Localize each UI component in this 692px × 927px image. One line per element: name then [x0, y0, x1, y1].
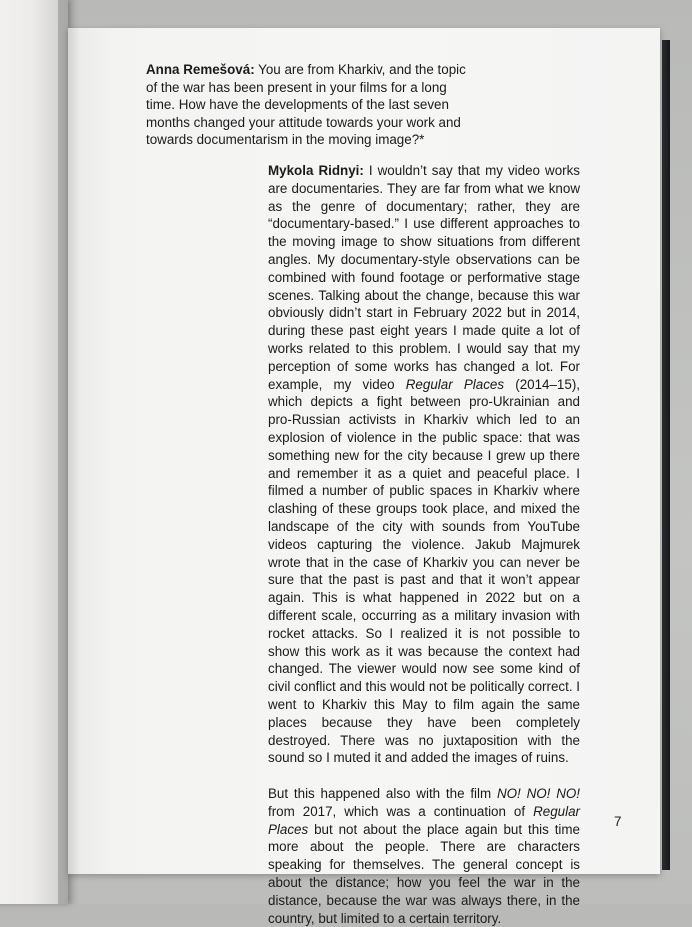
answer-text-2b: from 2017, which was a continuation of [268, 803, 534, 819]
work-title-no-no-no: NO! NO! NO! [496, 786, 580, 802]
interview-question [146, 61, 476, 149]
work-title-regular-places: Regular Places [405, 376, 505, 392]
question-text: You are from Kharkiv, and the topic of the war has been present in your films for a long time. How have the developments of the last seven months changed your attitude towards your work and towards documentarism in the moving image?* [146, 62, 466, 148]
answer-paragraph-1 [268, 162, 580, 767]
answer-text-1b: (2014–15), which depicts a fight between pro-Ukrainian and pro-Russian activists in Kharkiv which led to an explosion of violence in the public space: that was something new for the city because I grew up there and remember it as a quiet and peaceful place. I filmed a number of public spaces in Kharkiv where clashing of these groups took place, and mixed the landscape of the city with sounds from YouTube videos capturing the violence. Jakub Majmurek wrote that in the case of Kharkiv you can never be sure that the past is past and that it won’t appear again. This is what happened in 2022 but on a different scale, occurring as a military invasion with rocket attacks. So I realized it is not possible to show this work as it was because the context had changed. The viewer would now see some kind of civil conflict and this would not be politically correct. I went to Kharkiv this May to film again the same places because they have been completely destroyed. There was no juxtaposition with the sound so I muted it and added the images of ruins. [268, 376, 581, 766]
question-speaker: Anna Remešová: [146, 62, 255, 77]
page-number: 7 [614, 814, 622, 829]
interview-answer [268, 162, 580, 927]
answer-text-1a: I wouldn’t say that my video works are documentaries. They are far from what we know as the genre of documentary; rather, they are “documentary-based.” I use different approaches to the moving image to show situations from different angles. My documentary-style observations can be combined with found footage or performative stage scenes. Talking about the change, because this war obviously didn’t start in February 2022 but in 2014, during these past eight years I made quite a lot of works related to this problem. I would say that my perception of some works has changed a lot. For example, my video [268, 163, 580, 392]
book-cover-edge [662, 40, 670, 870]
answer-text-2a: But this happened also with the film [268, 786, 497, 802]
book-page [68, 28, 660, 926]
work-title-regular-places-2: Regular Places [268, 803, 580, 837]
answer-speaker: Mykola Ridnyi: [268, 163, 364, 178]
spine-shadow [58, 0, 80, 904]
answer-paragraph-2 [268, 785, 580, 927]
answer-text-2c: but not about the place again but this time more about the people. There are characters speaking for themselves. The general concept is about the distance; how you feel the war in the distance, because the war was always there, in the country, but limited to a certain territory. [268, 821, 580, 926]
